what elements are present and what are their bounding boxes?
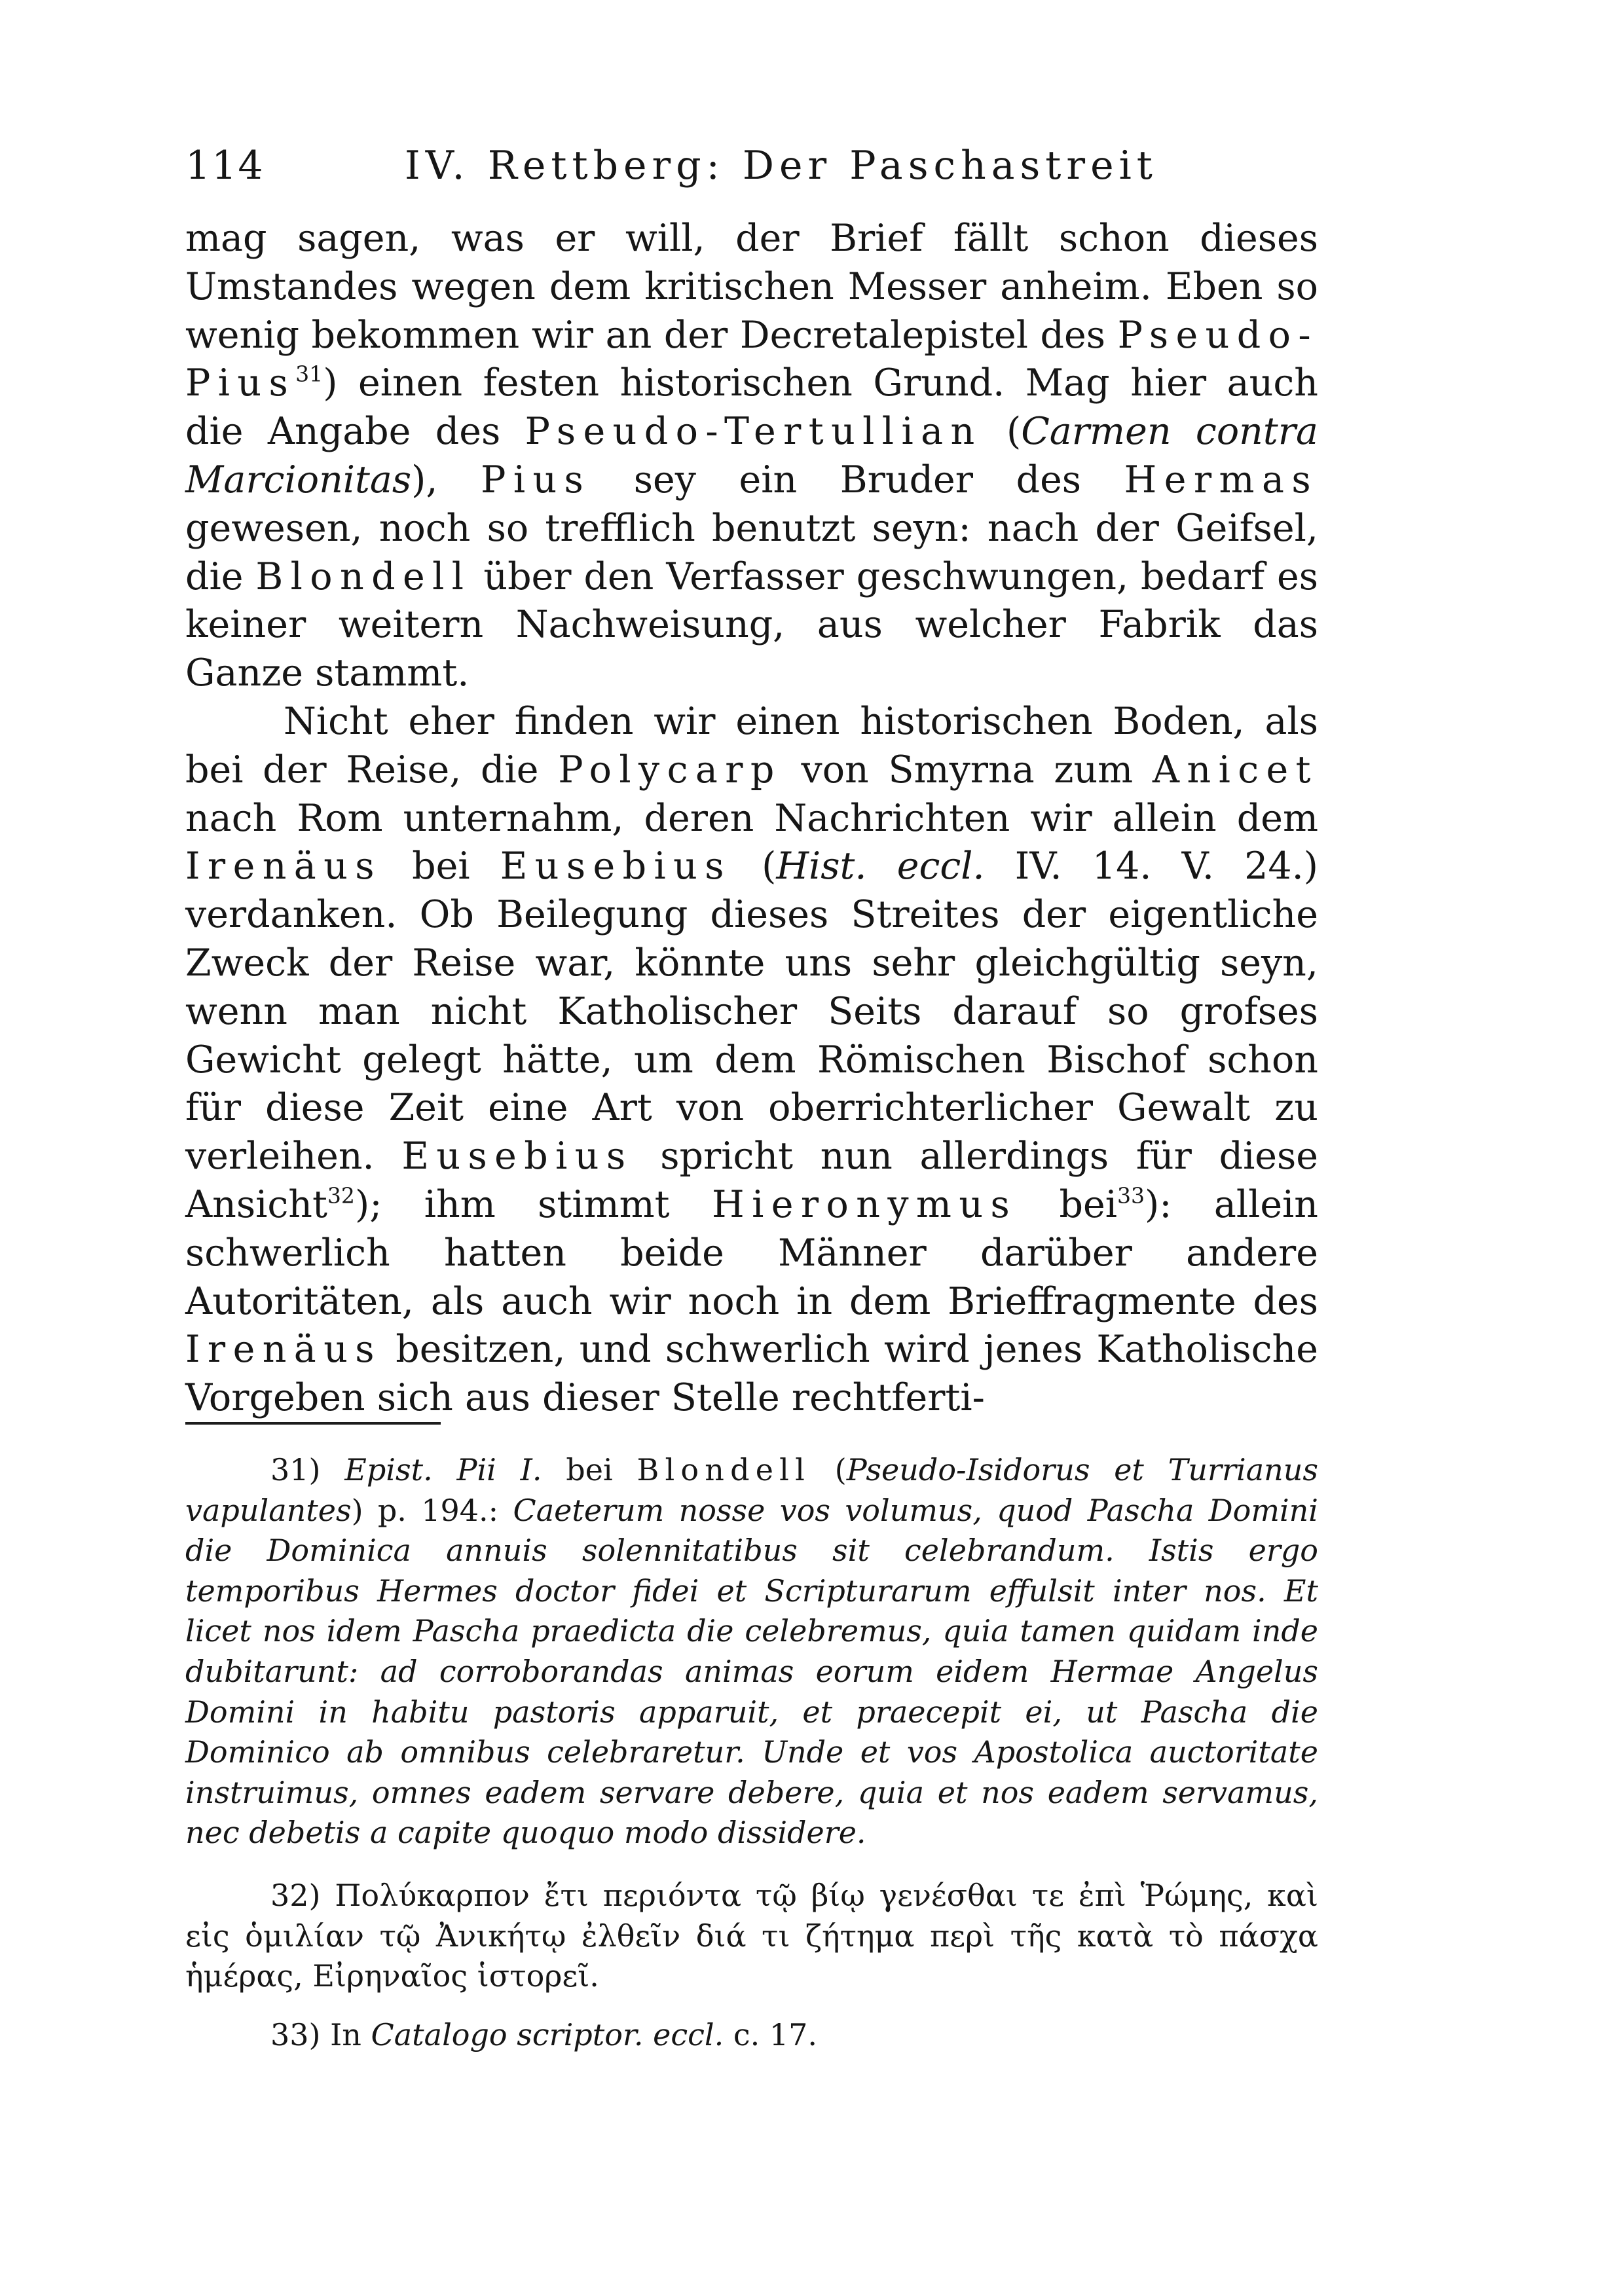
name-blondell: Blondell bbox=[637, 1452, 811, 1487]
footnote-number: 33) bbox=[270, 2016, 321, 2052]
text-run: bei bbox=[1017, 1182, 1117, 1226]
title-carmen-contra-marcionitas: Carmen contra Marcionitas bbox=[185, 410, 1318, 501]
text-run: spricht nun allerdings für diese Ansicht bbox=[185, 1135, 1319, 1226]
text-run: bei bbox=[381, 845, 500, 888]
footnotes bbox=[185, 1450, 1318, 2055]
paragraph-1 bbox=[185, 215, 1318, 698]
name-pius: Pius bbox=[481, 458, 591, 501]
name-pseudo-tertullian: Pseudo-Tertullian bbox=[525, 410, 982, 454]
text-run: Catalogo scriptor. eccl. bbox=[371, 2016, 724, 2052]
greek-quotation: Πολύκαρπον ἔτι περιόντα τῷ βίῳ γενέσθαι τε ἐπὶ Ῥώμης, καὶ εἰς ὁμιλίαν τῷ Ἀνικήτῳ ἐλθεῖν διά τι ζήτημα περὶ τῆς κατὰ τὸ πάσχα ἡμέρας, Εἰρηναῖος ἱστορεῖ. bbox=[185, 1877, 1318, 1994]
text-run: ) p. 194.: bbox=[351, 1492, 513, 1528]
page-header bbox=[185, 136, 1318, 195]
text-run: In bbox=[320, 2016, 371, 2052]
text-run: IV. 14. V. 24.) verdanken. Ob Beilegung dieses Streites der eigentliche Zweck der Reise war, könnte uns sehr gleichgültig seyn, wenn man nicht Katholischer Seits darauf so grofses Gewicht gelegt hätte, um dem Römischen Bischof schon für diese Zeit eine Art von oberrichterlicher Gewalt zu verleihen. bbox=[185, 845, 1318, 1178]
name-irenaeus-2: Irenäus bbox=[185, 1328, 382, 1372]
text-run: Epist. Pii I. bbox=[344, 1452, 542, 1487]
footnote-number: 32) bbox=[270, 1877, 321, 1913]
text-run: ( bbox=[810, 1452, 847, 1487]
latin-quotation: Caeterum nosse vos volumus, quod Pascha Domini die Dominica annuis solennitatibus sit celebrandum. Istis ergo temporibus Hermes doctor fidei et Scripturarum effulsit inter nos. Et licet nos idem Pascha praedicta die celebremus, quia tamen quidam inde dubitarunt: ad corroborandas animas eorum eidem Hermae Angelus Domini in habitu pastoris apparuit, et praecepit ei, ut Pascha die Dominico ab omnibus celebraretur. Unde et vos Apostolica auctoritate instruimus, omnes eadem servare debere, quia et nos eadem servamus, nec debetis a capite quoquo modo dissidere. bbox=[185, 1492, 1318, 1851]
paragraph-2 bbox=[185, 698, 1318, 1423]
name-eusebius-2: Eusebius bbox=[401, 1135, 633, 1178]
page-number: 114 bbox=[185, 143, 265, 189]
text-run: mag sagen, was er will, der Brief fällt schon dieses Umstandes wegen dem kritischen Messer anheim. Eben so wenig bekommen wir an der Decretalepistel des bbox=[185, 217, 1318, 357]
text-run: ( bbox=[731, 845, 777, 888]
running-head: IV. Rettberg: Der Paschastreit bbox=[405, 143, 1158, 189]
name-pseudo-pius: Pseudo-Pius bbox=[185, 313, 1318, 405]
footnote-rule bbox=[185, 1422, 441, 1425]
footnote-32 bbox=[185, 1876, 1318, 1997]
footnote-ref-32[interactable]: 32 bbox=[327, 1182, 355, 1209]
name-eusebius: Eusebius bbox=[500, 845, 731, 888]
main-text bbox=[185, 215, 1318, 1423]
text-run: gewesen, noch so trefflich benutzt seyn: nach der Geifsel, die bbox=[185, 506, 1318, 598]
text-run: nach Rom unternahm, deren Nachrichten wir allein dem bbox=[185, 796, 1318, 840]
footnote-31 bbox=[185, 1450, 1318, 1853]
text-run: Pseudo-Isidorus et Turrianus vapulantes bbox=[185, 1452, 1318, 1528]
text-run: sey ein Bruder des bbox=[591, 458, 1124, 501]
footnote-number: 31) bbox=[270, 1452, 321, 1487]
name-irenaeus: Irenäus bbox=[185, 845, 382, 888]
text-run: bei bbox=[542, 1452, 637, 1487]
text-run: Nicht eher finden wir einen historischen Boden, als bei der Reise, die bbox=[185, 699, 1318, 792]
name-hieronymus: Hieronymus bbox=[711, 1182, 1018, 1226]
text-run: ) einen festen historischen Grund. Mag hier auch die Angabe des bbox=[185, 361, 1318, 454]
footnote-33 bbox=[185, 2015, 1318, 2056]
text-run: ); ihm stimmt bbox=[354, 1182, 712, 1226]
title-hist-eccl: Hist. eccl. bbox=[776, 845, 985, 888]
name-anicet: Anicet bbox=[1152, 748, 1318, 792]
text-run: ): allein schwerlich hatten beide Männer darüber andere Autoritäten, als auch wir noch in dem Brieffragmente des bbox=[185, 1182, 1318, 1323]
text-run: über den Verfasser geschwungen, bedarf es keiner weitern Nachweisung, aus welcher Fabrik das Ganze stammt. bbox=[185, 555, 1318, 695]
text-run: ( bbox=[982, 410, 1022, 454]
text-run: besitzen, und schwerlich wird jenes Katholische Vorgeben sich aus dieser Stelle rechtferti- bbox=[185, 1328, 1318, 1420]
footnote-ref-33[interactable]: 33 bbox=[1116, 1182, 1145, 1209]
text-run: c. 17. bbox=[724, 2016, 817, 2052]
text-run: ), bbox=[411, 458, 481, 501]
text-run: von Smyrna zum bbox=[781, 748, 1153, 792]
name-polycarp: Polycarp bbox=[558, 748, 782, 792]
name-hermas: Hermas bbox=[1124, 458, 1318, 501]
name-blondell: Blondell bbox=[255, 555, 471, 598]
footnote-ref-31[interactable]: 31 bbox=[295, 361, 323, 387]
